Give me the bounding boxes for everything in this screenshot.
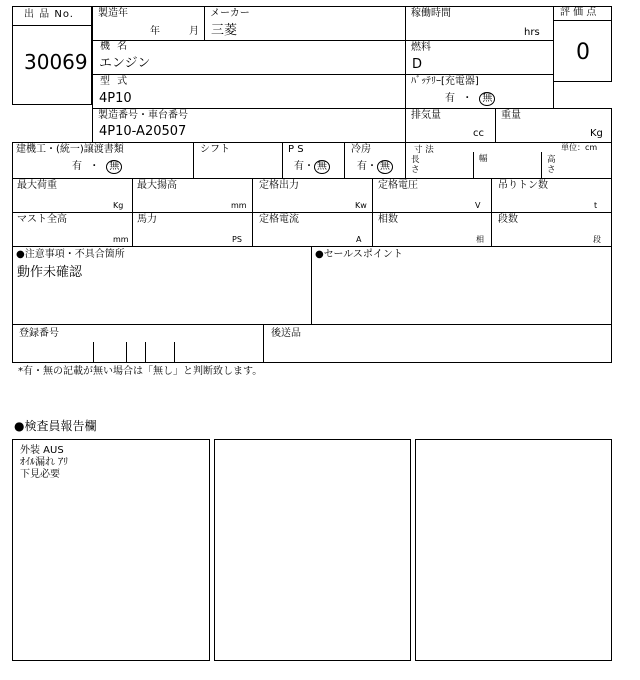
- inspector-box-2: [214, 439, 411, 661]
- max-lift-label: 最大揚高: [137, 180, 177, 191]
- max-load-unit: Kg: [113, 201, 124, 210]
- construction-dot: ・: [89, 161, 100, 172]
- dimensions-label: 寸 法: [414, 145, 434, 155]
- battery-yes: 有: [445, 93, 455, 104]
- footnote: *有・無の記載が無い場合は「無し」と判断致します。: [18, 366, 263, 377]
- rating-score: 0: [576, 40, 590, 65]
- rating-label: 評 価 点: [560, 7, 597, 18]
- construction-yes: 有: [72, 161, 82, 172]
- displacement-unit: cc: [473, 128, 484, 139]
- rated-output-unit: Kw: [355, 201, 367, 210]
- battery-label: ﾊﾞｯﾃﾘｰ[充電器]: [411, 76, 479, 87]
- cooling-yes: 有: [357, 161, 367, 172]
- stages-unit: 段: [593, 235, 601, 244]
- hours-unit: hrs: [524, 27, 540, 38]
- inspector-box-3: [415, 439, 612, 661]
- phase-label: 相数: [378, 214, 398, 225]
- phase-unit: 相: [476, 235, 484, 244]
- battery-no-circled: 無: [479, 92, 495, 106]
- mast-unit: mm: [113, 235, 129, 244]
- weight-unit: Kg: [590, 128, 603, 139]
- inspector-line: ｵｲﾙ漏れ ｱﾘ: [20, 457, 69, 468]
- registration-label: 登録番号: [19, 328, 59, 339]
- cooling-label: 冷房: [351, 144, 371, 155]
- battery-dot: ・: [462, 93, 473, 104]
- ps-yes: 有: [294, 161, 304, 172]
- serial-value: 4P10-A20507: [99, 124, 187, 139]
- inspector-line: 下見必要: [20, 469, 60, 480]
- reg-tick-2: [126, 342, 127, 362]
- weight-label: 重量: [501, 110, 521, 121]
- inspector-heading: ●検査員報告欄: [14, 419, 97, 433]
- rated-voltage-unit: V: [475, 201, 481, 210]
- aftersend-label: 後送品: [271, 328, 301, 339]
- serial-label: 製造番号・車台番号: [98, 110, 188, 121]
- horsepower-label: 馬力: [137, 214, 157, 225]
- maker-label: メーカー: [210, 8, 250, 19]
- hours-label: 稼働時間: [411, 8, 451, 19]
- fuel-label: 燃料: [411, 42, 431, 53]
- shift-label: シフト: [200, 144, 230, 155]
- model-type-value: 4P10: [99, 91, 132, 106]
- lot-label: 出 品 No.: [24, 9, 74, 20]
- ps-dot: ・: [304, 161, 314, 172]
- rated-output-label: 定格出力: [259, 180, 299, 191]
- notes-label: ●注意事項・不具合箇所: [16, 249, 125, 260]
- dimension-height: 高 さ: [547, 155, 556, 175]
- dim-divider-1: [473, 152, 474, 178]
- rated-current-label: 定格電流: [259, 214, 299, 225]
- ps-label: P S: [288, 144, 304, 155]
- max-load-label: 最大荷重: [17, 180, 57, 191]
- cooling-no-circled: 無: [377, 160, 393, 174]
- reg-tick-4: [174, 342, 175, 362]
- lot-number: 30069: [24, 50, 88, 74]
- maker-value: 三菱: [211, 23, 238, 38]
- reg-tick-1: [93, 342, 94, 362]
- month-suffix: 月: [189, 26, 199, 37]
- construction-label: 建機工・(統一)譲渡書類: [16, 144, 124, 155]
- notes-value: 動作未確認: [17, 265, 83, 280]
- rated-voltage-label: 定格電圧: [378, 180, 418, 191]
- model-name-label: 機 名: [100, 41, 130, 52]
- dimensions-unit: 単位：cm: [561, 143, 598, 152]
- year-suffix: 年: [150, 26, 160, 37]
- ton-unit: t: [594, 201, 598, 210]
- max-lift-unit: mm: [231, 201, 247, 210]
- model-name-value: エンジン: [99, 56, 151, 71]
- ps-no-circled: 無: [314, 160, 330, 174]
- horsepower-unit: PS: [232, 235, 242, 244]
- ps-options: [294, 160, 330, 174]
- reg-tick-3: [145, 342, 146, 362]
- inspector-lines: [20, 445, 68, 481]
- stages-label: 段数: [498, 214, 518, 225]
- cooling-options: [357, 160, 393, 174]
- model-type-cell: [92, 74, 406, 109]
- dimension-length: 長 さ: [411, 155, 420, 175]
- mast-label: マスト全高: [17, 214, 67, 225]
- cooling-dot: ・: [367, 161, 377, 172]
- model-type-label: 型 式: [100, 76, 130, 87]
- dimension-width: 幅: [479, 154, 488, 164]
- battery-options: [445, 92, 495, 106]
- construction-no-circled: 無: [106, 160, 122, 174]
- rated-current-unit: A: [356, 235, 362, 244]
- year-label: 製造年: [98, 8, 128, 19]
- fuel-value: D: [412, 57, 423, 72]
- ton-label: 吊りトン数: [498, 180, 548, 191]
- construction-options: [72, 160, 122, 174]
- aftersend-cell: [263, 324, 612, 363]
- dim-divider-2: [541, 152, 542, 178]
- inspector-line: 外装 AUS: [20, 445, 64, 456]
- sales-label: ●セールスポイント: [315, 249, 403, 260]
- displacement-label: 排気量: [411, 110, 441, 121]
